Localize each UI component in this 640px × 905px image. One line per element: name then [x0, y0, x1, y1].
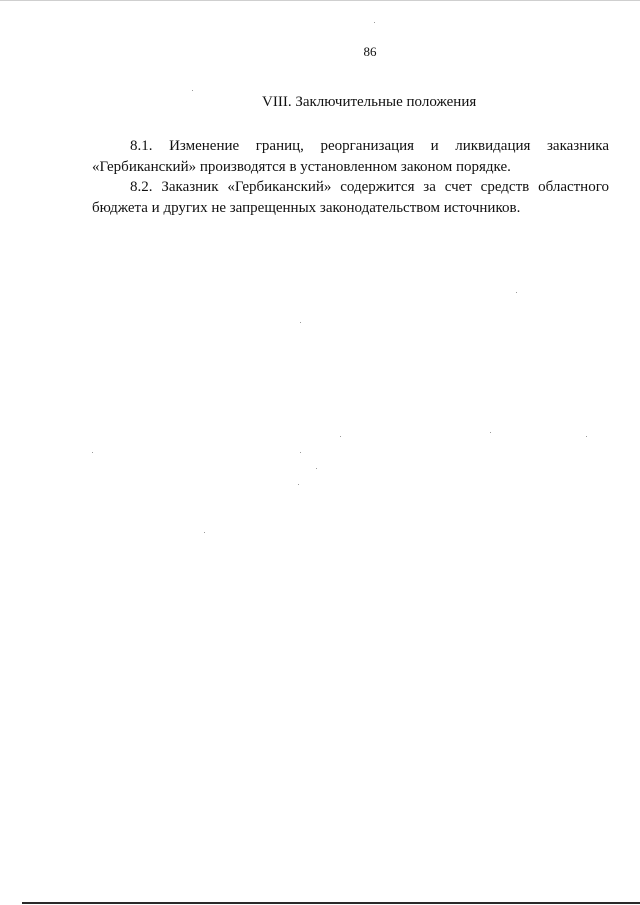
scan-speck [204, 532, 205, 533]
scan-speck [316, 468, 317, 469]
section-heading: VIII. Заключительные положения [262, 94, 477, 110]
scan-speck [298, 484, 299, 485]
scan-speck [374, 22, 375, 23]
scan-speck [300, 452, 301, 453]
scan-speck [92, 452, 93, 453]
paragraph-8-2: 8.2. Заказник «Гербиканский» содержится за счет средств областного бюджета и других не запрещенных законодательством источников. [92, 179, 609, 216]
paragraph-8-1: 8.1. Изменение границ, реорганизация и ликвидация заказника «Гербиканский» производятся в установленном законом порядке. [92, 138, 609, 175]
scan-speck [516, 292, 517, 293]
scan-edge-bottom [22, 902, 640, 904]
body-text [92, 136, 609, 218]
page-number: 86 [363, 44, 377, 59]
scan-speck [300, 322, 301, 323]
scan-speck [586, 436, 587, 437]
scan-speck [192, 90, 193, 91]
scan-speck [490, 432, 491, 433]
scan-edge-top [0, 0, 640, 1]
scan-speck [340, 436, 341, 437]
